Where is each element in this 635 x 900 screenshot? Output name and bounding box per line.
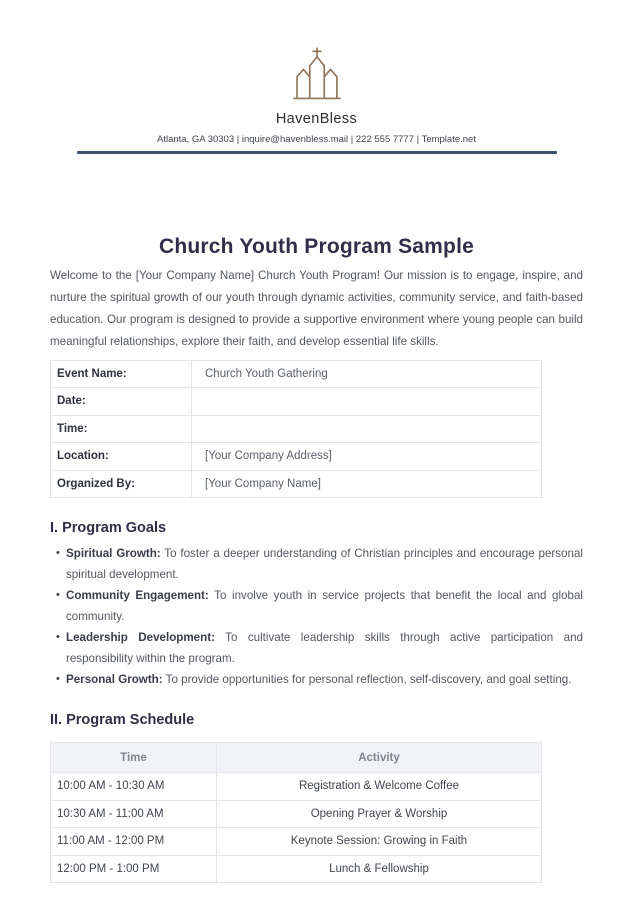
schedule-row bbox=[51, 855, 542, 883]
event-detail-row bbox=[51, 443, 542, 471]
goal-text: To cultivate leadership skills through active participation and responsibility within the program. bbox=[66, 631, 583, 665]
section-heading-goals: I. Program Goals bbox=[50, 520, 167, 536]
goal-label: Personal Growth: bbox=[66, 673, 163, 686]
event-detail-value: [Your Company Address] bbox=[192, 443, 542, 471]
schedule-column-time: Time bbox=[51, 743, 217, 773]
event-detail-label: Event Name: bbox=[51, 360, 192, 388]
goal-label: Leadership Development: bbox=[66, 631, 215, 644]
event-detail-value bbox=[192, 388, 542, 416]
contact-line: Atlanta, GA 30303 | inquire@havenbless.mail | 222 555 7777 | Template.net bbox=[157, 134, 476, 145]
letterhead bbox=[50, 44, 583, 154]
schedule-column-activity: Activity bbox=[217, 743, 542, 773]
goal-list-item bbox=[50, 543, 583, 585]
goal-text: To provide opportunities for personal reflection, self-discovery, and goal setting. bbox=[165, 673, 572, 686]
brand-name: HavenBless bbox=[275, 111, 358, 127]
event-detail-row bbox=[51, 470, 542, 498]
schedule-row bbox=[51, 773, 542, 801]
event-detail-row bbox=[51, 360, 542, 388]
schedule-header-row bbox=[51, 743, 542, 773]
document-title: Church Youth Program Sample bbox=[158, 234, 474, 258]
schedule-time-cell: 10:30 AM - 11:00 AM bbox=[51, 800, 217, 828]
schedule-table bbox=[50, 742, 542, 883]
schedule-time-cell: 11:00 AM - 12:00 PM bbox=[51, 828, 217, 856]
event-detail-value bbox=[192, 415, 542, 443]
intro-paragraph: Welcome to the [Your Company Name] Church Youth Program! Our mission is to engage, inspire, and nurture the spiritual growth of our youth through dynamic activities, community service, and faith-based education. Our program is designed to provide a supportive environment where young people can build meaningful relationships, explore their faith, and develop essential life skills. bbox=[50, 268, 583, 348]
schedule-row bbox=[51, 800, 542, 828]
event-detail-label: Location: bbox=[51, 443, 192, 471]
schedule-time-cell: 10:00 AM - 10:30 AM bbox=[51, 773, 217, 801]
schedule-activity-cell: Opening Prayer & Worship bbox=[217, 800, 542, 828]
event-detail-row bbox=[51, 388, 542, 416]
schedule-activity-cell: Registration & Welcome Coffee bbox=[217, 773, 542, 801]
goals-list bbox=[50, 543, 583, 690]
goal-label: Spiritual Growth: bbox=[66, 547, 161, 560]
goal-list-item bbox=[50, 669, 583, 690]
schedule-time-cell: 12:00 PM - 1:00 PM bbox=[51, 855, 217, 883]
header-divider bbox=[77, 151, 557, 154]
schedule-activity-cell: Lunch & Fellowship bbox=[217, 855, 542, 883]
event-detail-row bbox=[51, 415, 542, 443]
goal-list-item bbox=[50, 627, 583, 669]
event-detail-value: [Your Company Name] bbox=[192, 470, 542, 498]
goal-text: To foster a deeper understanding of Christian principles and encourage personal spiritual development. bbox=[66, 547, 583, 581]
event-detail-label: Organized By: bbox=[51, 470, 192, 498]
church-logo-icon bbox=[288, 44, 346, 104]
event-details-table bbox=[50, 360, 542, 499]
schedule-row bbox=[51, 828, 542, 856]
goal-list-item bbox=[50, 585, 583, 627]
goal-text: To involve youth in service projects that benefit the local and global community. bbox=[66, 589, 584, 623]
goal-label: Community Engagement: bbox=[66, 589, 209, 602]
event-detail-value: Church Youth Gathering bbox=[192, 360, 542, 388]
event-detail-label: Time: bbox=[51, 415, 192, 443]
event-detail-label: Date: bbox=[51, 388, 192, 416]
schedule-activity-cell: Keynote Session: Growing in Faith bbox=[217, 828, 542, 856]
section-heading-schedule: II. Program Schedule bbox=[50, 712, 195, 728]
